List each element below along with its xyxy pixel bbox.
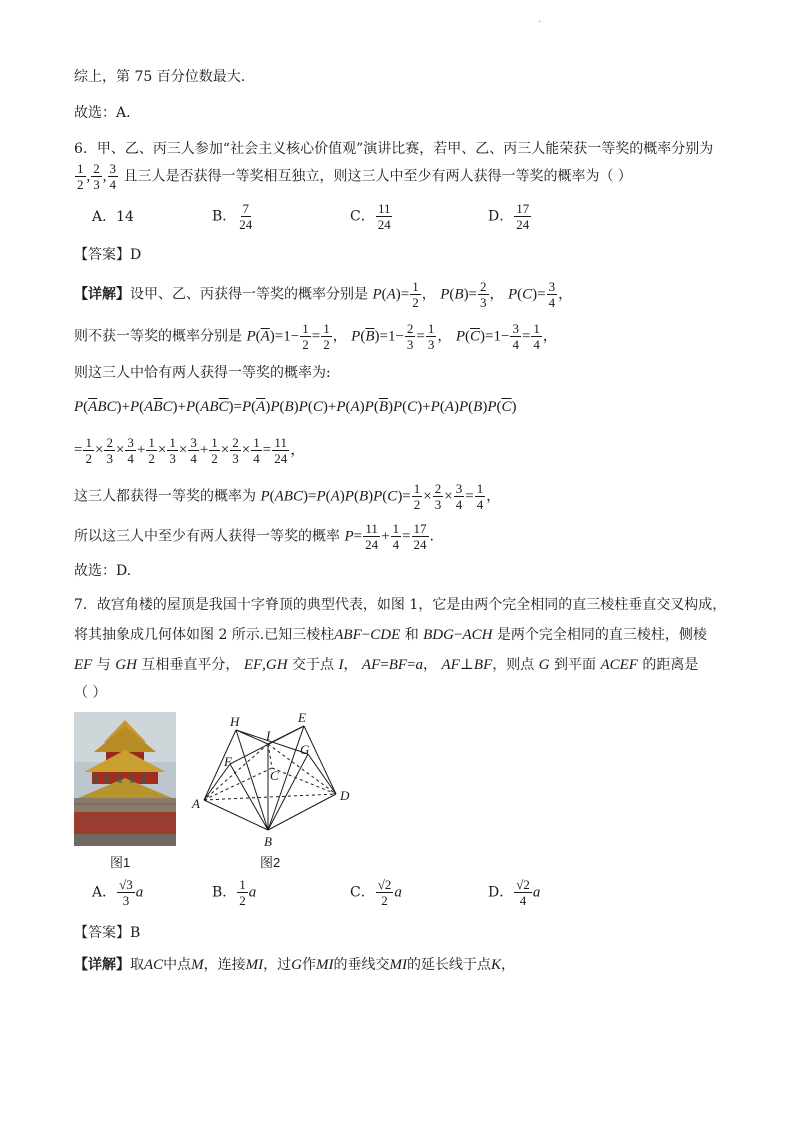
vertex-label-g: G: [300, 742, 310, 757]
q7-stem-line3: EF 与 GH 互相垂直平分， EF,GH 交于点 I， AF=BF=a， AF⊥BF，则点 G 到平面 ACEF 的距离是: [74, 657, 699, 673]
vertex-label-h: H: [230, 714, 240, 729]
fraction: $\frac{1}{2}$: [77, 161, 84, 192]
vertex-label-e: E: [298, 710, 306, 725]
figure2-caption: 图2: [260, 855, 281, 870]
q7-option-a: A． $\frac{√3}{3}$ a: [92, 877, 144, 908]
geometry-figure: [186, 708, 356, 850]
q6-option-c: C． $\frac{11}{24}$: [350, 201, 391, 232]
q6-stem-line2: $\frac{1}{2}$ , $\frac{2}{3}$ , $\frac{3}{4}$ 且三人是否获得一等奖相互独立，则这三人中至少有两人获得一等奖的概率为（ ）: [77, 161, 632, 192]
q6-option-a: A．14: [92, 209, 134, 225]
corner-tower-illustration: [74, 712, 176, 846]
q6-detail-line1: 【详解】设甲、乙、丙获得一等奖的概率分别是 P(A)= $\frac{1}{2}$ ， P(B)= $\frac{2}{3}$ ， P(C)= $\frac{3}{4}$ ，: [74, 279, 573, 310]
summary-line: 综上，第 75 百分位数最大.: [74, 69, 246, 85]
q7-option-d: D． $\frac{√2}{4}$ a: [488, 877, 541, 908]
corner-tower-photo: [74, 712, 176, 846]
q6-option-d: D． $\frac{17}{24}$: [488, 201, 530, 232]
choice-line: 故选：A.: [74, 105, 131, 121]
vertex-label-c: C: [270, 768, 279, 783]
q7-option-b: B． $\frac{1}{2}$ a: [212, 877, 257, 908]
q7-detail-line1: 【详解】取AC中点M，连接MI，过G作MI的垂线交MI的延长线于点K，: [74, 957, 516, 973]
q7-answer: 【答案】B: [74, 925, 141, 941]
q6-detail-line5: 这三人都获得一等奖的概率为 P(ABC)=P(A)P(B)P(C)= $\frac{1}{2}$ × $\frac{2}{3}$ × $\frac{3}{4}$ = $\frac{1}{4}$ ，: [74, 481, 501, 512]
vertex-label-b: B: [264, 834, 272, 849]
page-dot: .: [538, 14, 542, 25]
q7-stem-line2: 将其抽象成几何体如图 2 所示.已知三棱柱ABF−CDE 和 BDG−ACH 是两个完全相同的直三棱柱，侧棱: [74, 627, 707, 643]
vertex-label-a: A: [192, 796, 200, 811]
q6-stem-line1: 6．甲、乙、丙三人参加“社会主义核心价值观”演讲比赛，若甲、乙、丙三人能荣获一等奖的概率分别为: [74, 141, 714, 157]
vertex-label-i: I: [266, 728, 271, 743]
q6-calc-line: = $\frac{1}{2}$ × $\frac{2}{3}$ × $\frac{3}{4}$ + $\frac{1}{2}$ × $\frac{1}{3}$ × $\frac{3}{4}$ + $\frac{1}{2}$ × $\frac{2}{3}$ × $\frac{1}{4}$ = $\frac{11}{24}$ ，: [74, 435, 306, 466]
q6-conclusion: 故选：D.: [74, 563, 132, 579]
q6-detail-line3: 则这三人中恰有两人获得一等奖的概率为:: [74, 365, 331, 381]
figure1-caption: 图1: [110, 855, 131, 870]
q6-formula-line: $P(\overline{A}BC)+P(A\overline{B}C)+P(AB\overline{C})=P(\overline{A})P(B)P(C)+P(A)P(\overline{B})P(C)+P(A)P(B)P(\overline{C})$: [74, 399, 517, 415]
q7-stem-line4: （ ）: [74, 685, 107, 701]
vertex-label-f: F: [224, 754, 232, 769]
vertex-label-d: D: [340, 788, 350, 803]
q6-option-b: B． $\frac{7}{24}$: [212, 201, 253, 232]
q7-option-c: C． $\frac{√2}{2}$ a: [350, 877, 402, 908]
q6-detail-line6: 所以这三人中至少有两人获得一等奖的概率 P= $\frac{11}{24}$ + $\frac{1}{4}$ = $\frac{17}{24}$ .: [74, 521, 434, 552]
q7-stem-line1: 7．故宫角楼的屋顶是我国十字脊顶的典型代表，如图 1，它是由两个完全相同的直三棱柱垂直交叉构成，: [74, 597, 727, 613]
q6-detail-line2: 则不获一等奖的概率分别是 $P(\overline{A})=1-$ $\frac{1}{2}$ = $\frac{1}{2}$ ， $P(\overline{B})=1-$ $\frac{2}{3}$ = $\frac{1}{3}$ ， $P(\overline{C})=1-$ $\frac{3}{4}$ = $\frac{1}{4}$ ，: [74, 321, 557, 352]
q6-answer: 【答案】D: [74, 247, 142, 263]
